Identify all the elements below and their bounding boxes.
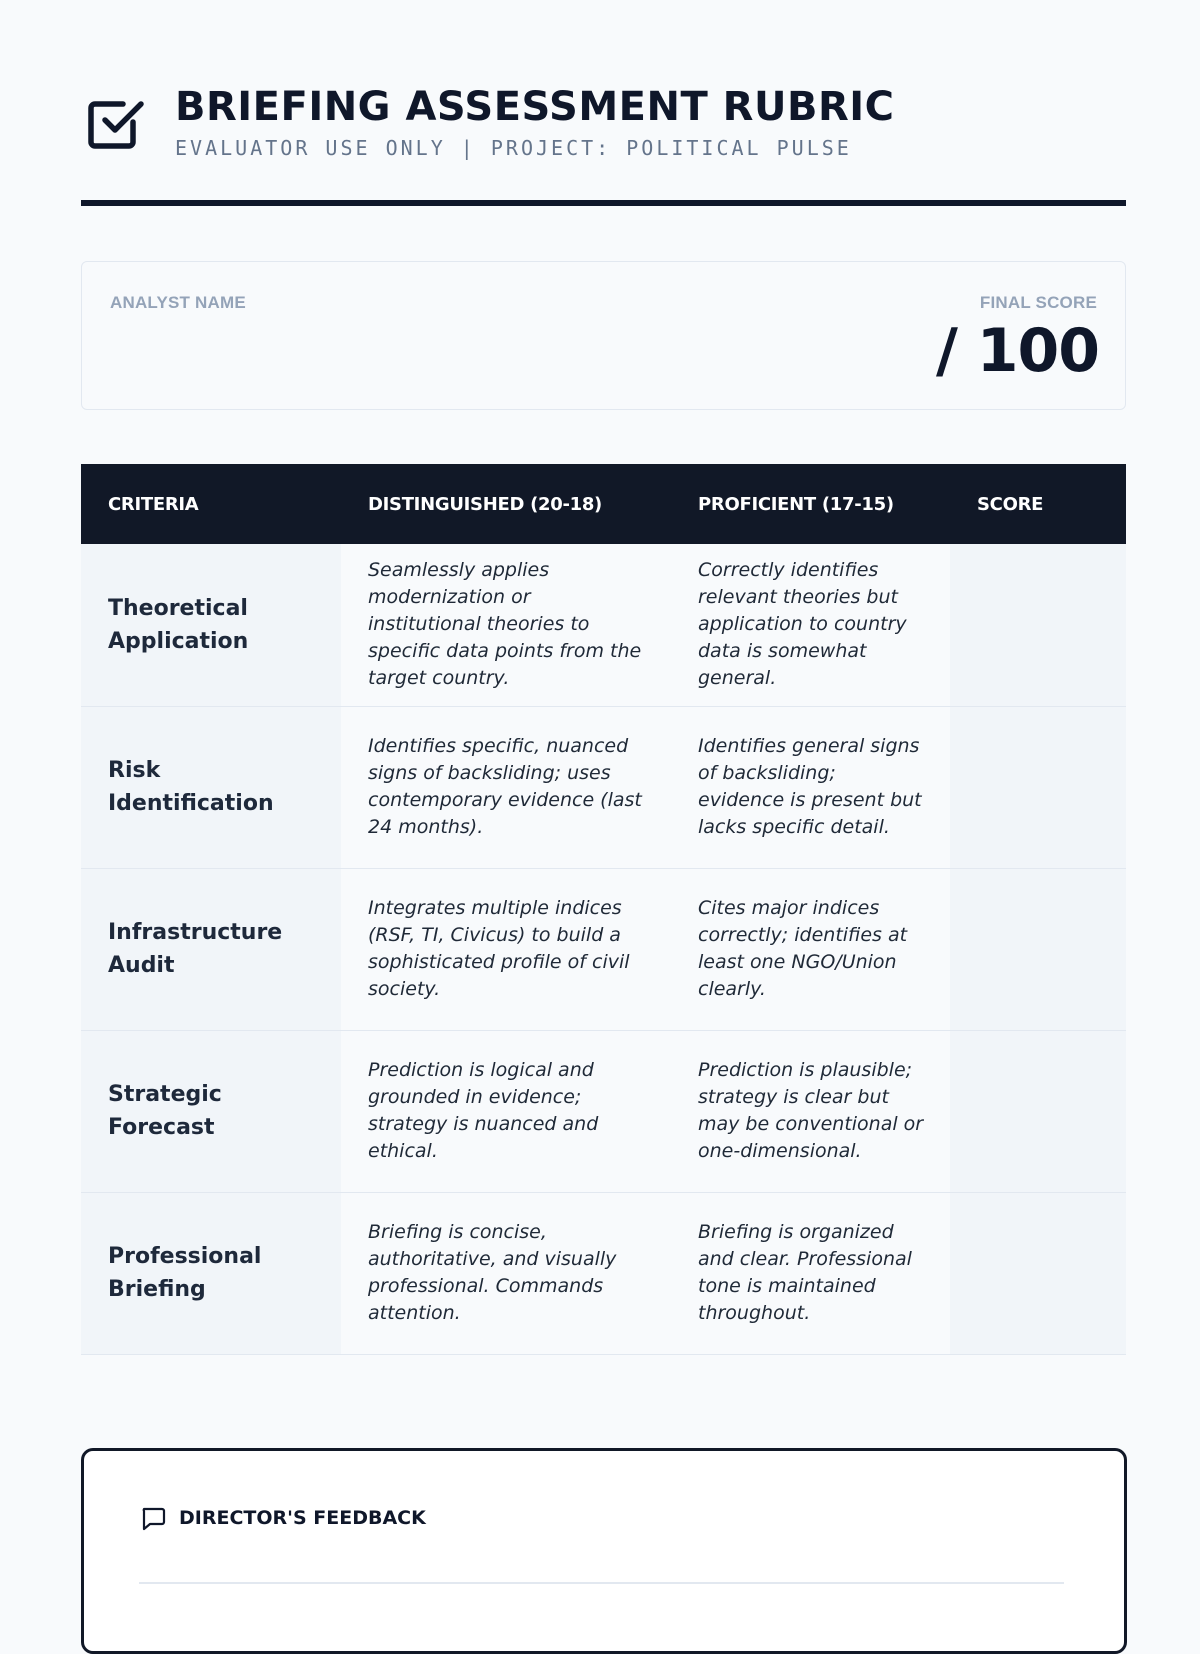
- feedback-writing-line[interactable]: [139, 1582, 1064, 1584]
- header-criteria: CRITERIA: [81, 464, 341, 544]
- table-row: [81, 868, 1126, 1030]
- table-header-row: [81, 464, 1126, 544]
- distinguished-cell: Identifies specific, nuanced signs of backsliding; uses contemporary evidence (last 24 months).: [341, 706, 671, 868]
- score-cell[interactable]: [950, 706, 1126, 868]
- criteria-cell: Professional Briefing: [81, 1192, 341, 1354]
- table-row: [81, 706, 1126, 868]
- proficient-cell: Identifies general signs of backsliding; evidence is present but lacks specific detail.: [671, 706, 950, 868]
- score-cell[interactable]: [950, 868, 1126, 1030]
- header-score: SCORE: [950, 464, 1126, 544]
- criteria-cell: Theoretical Application: [81, 544, 341, 706]
- criteria-cell: Risk Identification: [81, 706, 341, 868]
- table-row: [81, 1192, 1126, 1354]
- distinguished-cell: Seamlessly applies modernization or institutional theories to specific data points from the target country.: [341, 544, 671, 706]
- rubric-table: [81, 464, 1126, 1355]
- table-row: [81, 544, 1126, 706]
- speech-bubble-icon: [139, 1505, 167, 1533]
- final-score-value: / 100: [935, 316, 1099, 386]
- analyst-info-card: [81, 261, 1126, 410]
- score-cell[interactable]: [950, 1030, 1126, 1192]
- score-cell[interactable]: [950, 544, 1126, 706]
- final-score-label: FINAL SCORE: [979, 293, 1097, 312]
- header-divider: [81, 200, 1126, 206]
- analyst-name-label: ANALYST NAME: [110, 293, 246, 312]
- criteria-cell: Strategic Forecast: [81, 1030, 341, 1192]
- page-title: BRIEFING ASSESSMENT RUBRIC: [175, 84, 895, 130]
- criteria-cell: Infrastructure Audit: [81, 868, 341, 1030]
- distinguished-cell: Briefing is concise, authoritative, and visually professional. Commands attention.: [341, 1192, 671, 1354]
- proficient-cell: Briefing is organized and clear. Professional tone is maintained throughout.: [671, 1192, 950, 1354]
- feedback-title: DIRECTOR'S FEEDBACK: [179, 1507, 426, 1529]
- page-header: [81, 82, 1126, 162]
- directors-feedback-card: [81, 1448, 1127, 1654]
- proficient-cell: Prediction is plausible; strategy is clear but may be conventional or one-dimensional.: [671, 1030, 950, 1192]
- distinguished-cell: Prediction is logical and grounded in evidence; strategy is nuanced and ethical.: [341, 1030, 671, 1192]
- proficient-cell: Cites major indices correctly; identifies at least one NGO/Union clearly.: [671, 868, 950, 1030]
- page-subtitle: EVALUATOR USE ONLY | PROJECT: POLITICAL PULSE: [175, 136, 852, 160]
- header-distinguished: DISTINGUISHED (20-18): [341, 464, 671, 544]
- checkbox-icon: [85, 92, 147, 154]
- header-proficient: PROFICIENT (17-15): [671, 464, 950, 544]
- proficient-cell: Correctly identifies relevant theories but application to country data is somewhat general.: [671, 544, 950, 706]
- table-row: [81, 1030, 1126, 1192]
- distinguished-cell: Integrates multiple indices (RSF, TI, Civicus) to build a sophisticated profile of civil society.: [341, 868, 671, 1030]
- score-cell[interactable]: [950, 1192, 1126, 1354]
